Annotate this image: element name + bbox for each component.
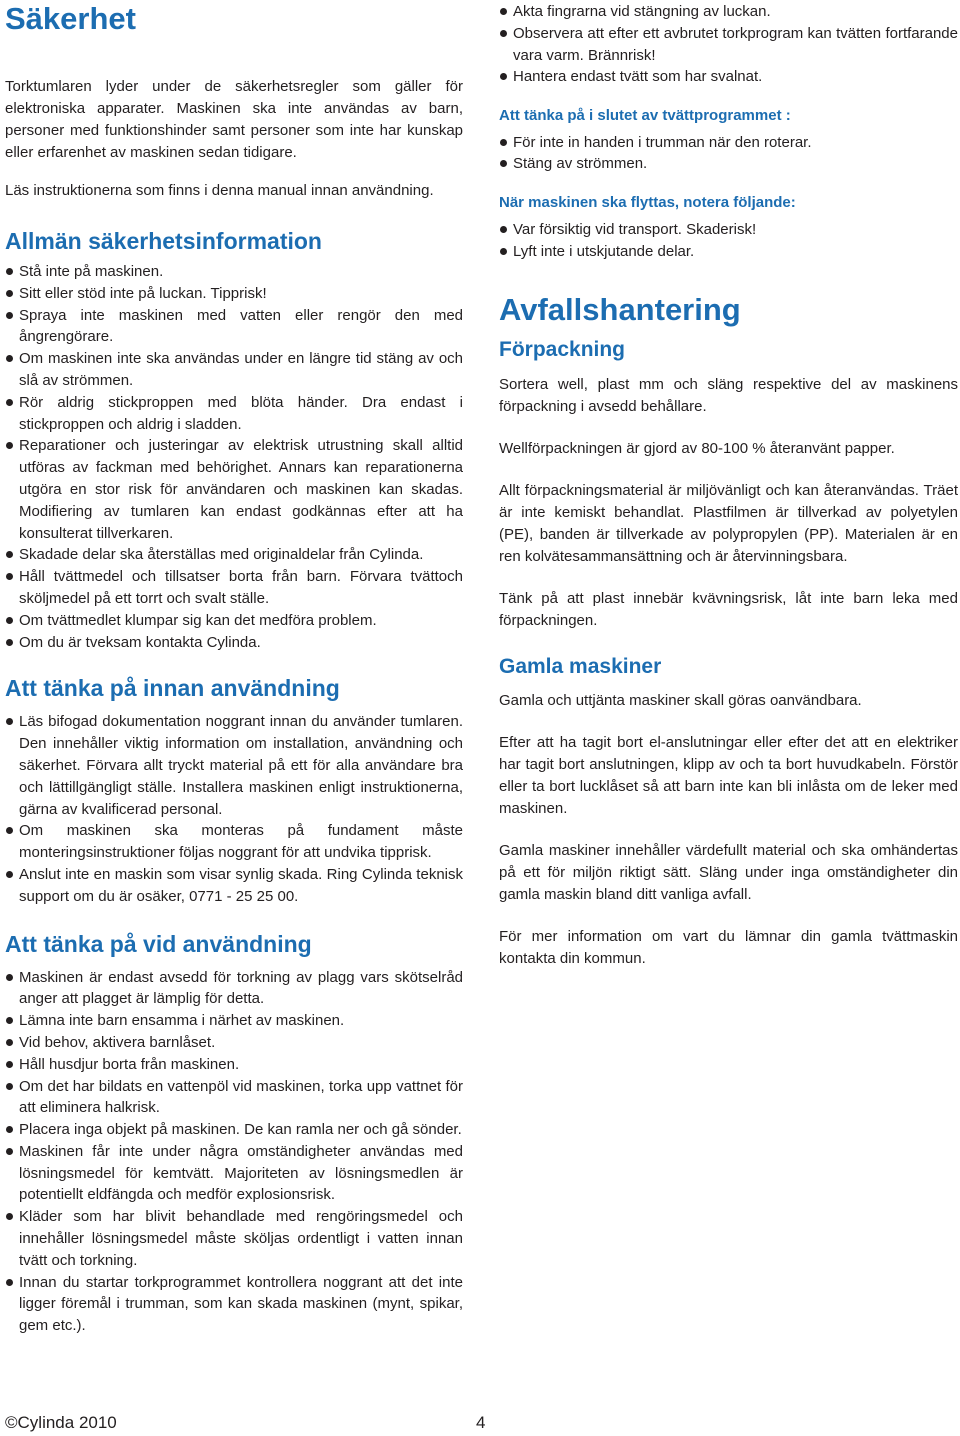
list-item: Observera att efter ett avbrutet torkprogram kan tvätten fortfarande vara varm. Brännrisk! xyxy=(499,23,958,67)
list-item: Akta fingrarna vid stängning av luckan. xyxy=(499,1,958,23)
list-item: Om det har bildats en vattenpöl vid maskinen, torka upp vattnet för att eliminera halkrisk. xyxy=(5,1076,463,1120)
end-of-program-heading: Att tänka på i slutet av tvättprogrammet : xyxy=(499,107,791,125)
list-item: Om maskinen inte ska användas under en längre tid stäng av och slå av strömmen. xyxy=(5,348,463,392)
end-of-program-list xyxy=(499,132,958,176)
old-machines-heading: Gamla maskiner xyxy=(499,655,662,679)
list-item: Anslut inte en maskin som visar synlig skada. Ring Cylinda teknisk support om du är osäker, 0771 - 25 25 00. xyxy=(5,864,463,908)
before-use-list xyxy=(5,711,463,907)
packaging-heading: Förpackning xyxy=(499,338,626,362)
before-use-heading: Att tänka på innan användning xyxy=(5,675,340,702)
list-item: Håll tvättmedel och tillsatser borta från barn. Förvara tvättoch sköljmedel på ett torrt och svalt ställe. xyxy=(5,566,463,610)
list-item: Innan du startar torkprogrammet kontrollera noggrant att det inte ligger föremål i trumman, som kan skada maskinen (mynt, spikar, gem etc.). xyxy=(5,1272,463,1337)
packaging-paragraph: Allt förpackningsmaterial är miljövänligt och kan återanvändas. Träet är inte kemiskt behandlat. Plastfilmen är tillverkad av polyetylen (PE), banden är tillverkade av polypropylen (PP). Materialen är en ren kolvätesammansättning och är återvinningsbara. xyxy=(499,482,958,566)
right-column xyxy=(499,0,958,970)
general-safety-list xyxy=(5,261,463,653)
list-item: Sitt eller stöd inte på luckan. Tipprisk! xyxy=(5,283,463,305)
general-safety-heading: Allmän säkerhetsinformation xyxy=(5,228,322,254)
list-item: Skadade delar ska återställas med originaldelar från Cylinda. xyxy=(5,544,463,566)
list-item: Spraya inte maskinen med vatten eller rengör den med ångrengörare. xyxy=(5,305,463,349)
list-item: Var försiktig vid transport. Skaderisk! xyxy=(499,219,958,241)
old-machines-paragraph: Efter att ha tagit bort el-anslutningar eller efter det att en elektriker har tagit bort anslutningen, klipp av och ta bort huvudkabeln. Förstör eller ta bort lucklåset så att barn inte kan bli inlåsta om de leker med maskinen. xyxy=(499,734,958,818)
old-machines-paragraph: Gamla maskiner innehåller värdefullt material och ska omhändertas på ett för miljön riktigt sätt. Släng under inga omständigheter din gamla maskin bland ditt vanliga avfall. xyxy=(499,842,958,904)
page-title: Säkerhet xyxy=(5,1,136,36)
list-item: Kläder som har blivit behandlade med rengöringsmedel och innehåller lösningsmedel måste sköljas ordentligt i vatten innan tvätt och torkning. xyxy=(5,1206,463,1271)
during-use-list xyxy=(5,967,463,1338)
list-item: Placera inga objekt på maskinen. De kan ramla ner och gå sönder. xyxy=(5,1119,463,1141)
list-item: Stå inte på maskinen. xyxy=(5,261,463,283)
list-item: Rör aldrig stickproppen med blöta händer. Dra endast i stickproppen och aldrig i sladden. xyxy=(5,392,463,436)
packaging-paragraph: Tänk på att plast innebär kvävningsrisk, låt inte barn leka med förpackningen. xyxy=(499,590,958,630)
list-item: Hantera endast tvätt som har svalnat. xyxy=(499,66,958,88)
list-item: Om tvättmedlet klumpar sig kan det medföra problem. xyxy=(5,610,463,632)
copyright: ©Cylinda 2010 xyxy=(5,1413,117,1432)
old-machines-paragraph: För mer information om vart du lämnar din gamla tvättmaskin kontakta din kommun. xyxy=(499,928,958,968)
packaging-paragraph: Wellförpackningen är gjord av 80-100 % återanvänt papper. xyxy=(499,440,895,458)
list-item: Reparationer och justeringar av elektrisk utrustning skall alltid utföras av fackman med behörighet. Annars kan reparationerna utgöra en stor risk för användaren och maskinen kan skadas. Modifiering av tumlaren kan endast godkännas efter att ha konsulterat tillverkaren. xyxy=(5,435,463,544)
list-item: Vid behov, aktivera barnlåset. xyxy=(5,1032,463,1054)
moving-heading: När maskinen ska flyttas, notera följande: xyxy=(499,194,796,212)
list-item: Om du är tveksam kontakta Cylinda. xyxy=(5,632,463,654)
old-machines-paragraph: Gamla och uttjänta maskiner skall göras oanvändbara. xyxy=(499,692,862,710)
list-item: Stäng av strömmen. xyxy=(499,153,958,175)
moving-list xyxy=(499,219,958,263)
list-item: Om maskinen ska monteras på fundament måste monteringsinstruktioner följas noggrant för att undvika tipprisk. xyxy=(5,820,463,864)
continued-list xyxy=(499,1,958,88)
list-item: Maskinen får inte under några omständigheter användas med lösningsmedel för kemtvätt. Majoriteten av lösningsmedlen är potentiellt eldfängda och medför explosionsrisk. xyxy=(5,1141,463,1206)
read-manual-note: Läs instruktionerna som finns i denna manual innan användning. xyxy=(5,182,434,199)
waste-heading: Avfallshantering xyxy=(499,292,741,328)
list-item: Lämna inte barn ensamma i närhet av maskinen. xyxy=(5,1010,463,1032)
page-number: 4 xyxy=(476,1413,486,1432)
during-use-heading: Att tänka på vid användning xyxy=(5,930,312,957)
list-item: Maskinen är endast avsedd för torkning av plagg vars skötselråd anger att plagget är lämplig för detta. xyxy=(5,967,463,1011)
list-item: För inte in handen i trumman när den roterar. xyxy=(499,132,958,154)
list-item: Håll husdjur borta från maskinen. xyxy=(5,1054,463,1076)
intro-paragraph: Torktumlaren lyder under de säkerhetsregler som gäller för elektroniska apparater. Maskinen ska inte användas av barn, personer med funktionshinder samt personer som inte har kunskap eller erfarenhet av maskinen sedan tidigare. xyxy=(5,78,463,161)
packaging-paragraph: Sortera well, plast mm och släng respektive del av maskinens förpackning i avsedd behållare. xyxy=(499,376,958,416)
left-column xyxy=(5,0,463,1337)
list-item: Läs bifogad dokumentation noggrant innan du använder tumlaren. Den innehåller viktig information om installation, användning och säkerhet. Förvara allt tryckt material på ett för alla användare bra och lättillgängligt ställe. Installera maskinen enligt instruktionerna, gärna av kvalificerad personal. xyxy=(5,711,463,820)
list-item: Lyft inte i utskjutande delar. xyxy=(499,241,958,263)
